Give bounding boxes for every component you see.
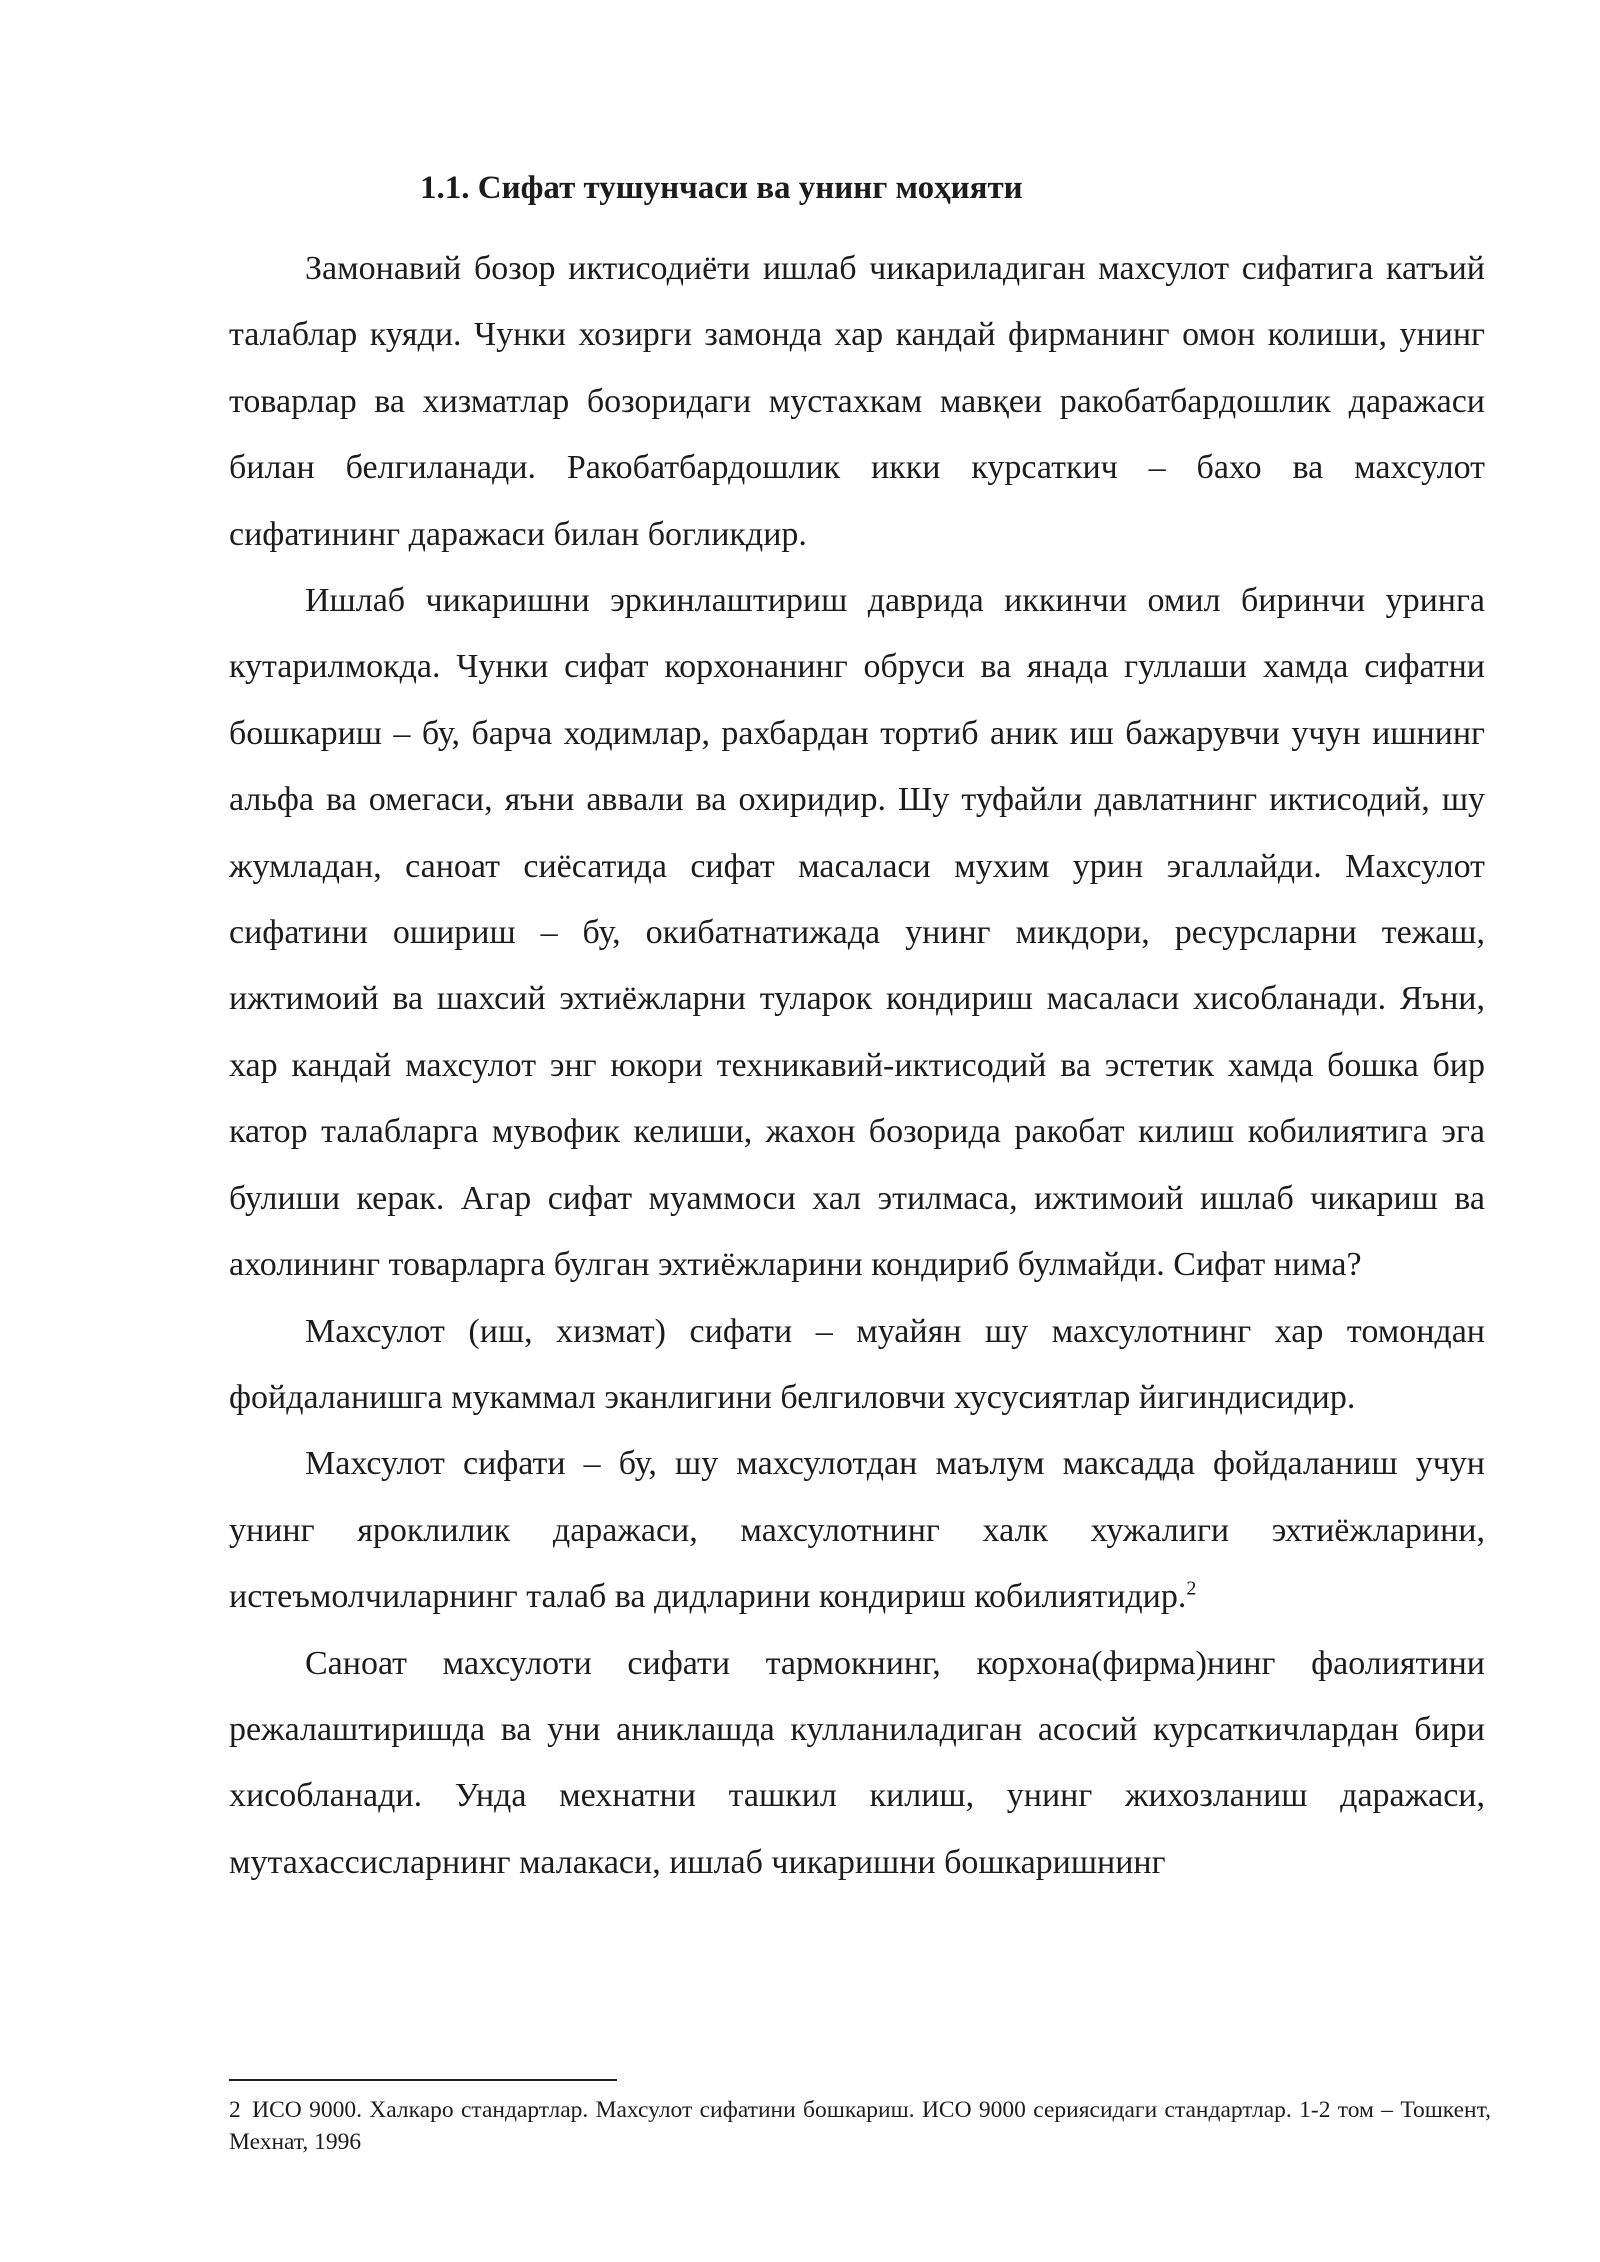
body-text (229, 236, 1485, 1896)
paragraph-4 (229, 1431, 1485, 1630)
section-heading: 1.1. Сифат тушунчаси ва унинг моҳияти (420, 170, 1023, 206)
footnote-reference: 2 (1186, 1577, 1197, 1600)
paragraph-2: Ишлаб чикаришни эркинлаштириш даврида иккинчи омил биринчи уринга кутарилмокда. Чунки сифат корхонанинг обруси ва янада гуллаши хамда сифатни бошкариш – бу, барча ходимлар, рахбардан тортиб аник иш бажарувчи учун ишнинг альфа ва омегаси, яъни аввали ва охиридир. Шу туфайли давлатнинг иктисодий, шу жумладан, саноат сиёсатида сифат масаласи мухим урин эгаллайди. Махсулот сифатини ошириш – бу, окибатнатижада унинг микдори, ресурсларни тежаш, ижтимоий ва шахсий эхтиёжларни туларок кондириш масаласи хисобланади. Яъни, хар кандай махсулот энг юкори техникавий-иктисодий ва эстетик хамда бошка бир катор талабларга мувофик келиши, жахон бозорида ракобат килиш кобилиятига эга булиши керак. Агар сифат муаммоси хал этилмаса, ижтимоий ишлаб чикариш ва ахолининг товарларга булган эхтиёжларини кондириб булмайди. Сифат нима? (229, 582, 1485, 1284)
footnote-number: 2 (229, 2097, 241, 2123)
footnote (229, 2094, 1491, 2158)
footnote-text: ИСО 9000. Халкаро стандартлар. Махсулот сифатини бошкариш. ИСО 9000 сериясидаги стандартлар. 1-2 том – Тошкент, Мехнат, 1996 (229, 2097, 1492, 2155)
paragraph-5: Саноат махсулоти сифати тармокнинг, корхона(фирма)нинг фаолиятини режалаштиришда ва уни аниклашда кулланиладиган асосий курсаткичлардан бири хисобланади. Унда мехнатни ташкил килиш, унинг жихозланиш даражаси, мутахассисларнинг малакаси, ишлаб чикаришни бошкаришнинг (229, 1644, 1485, 1881)
paragraph-3: Махсулот (иш, хизмат) сифати – муайян шу махсулотнинг хар томондан фойдаланишга мукаммал эканлигини белгиловчи хусусиятлар йигиндисидир. (229, 1312, 1485, 1416)
paragraph-1: Замонавий бозор иктисодиёти ишлаб чикариладиган махсулот сифатига катъий талаблар куяди. Чунки хозирги замонда хар кандай фирманинг омон колиши, унинг товарлар ва хизматлар бозоридаги мустахкам мавқеи ракобатбардошлик даражаси билан белгиланади. Ракобатбардошлик икки курсаткич – бахо ва махсулот сифатининг даражаси билан богликдир. (229, 250, 1485, 553)
paragraph-4-text: Махсулот сифати – бу, шу махсулотдан маълум максадда фойдаланиш учун унинг яроклилик даражаси, махсулотнинг халк хужалиги эхтиёжларини, истеъмолчиларнинг талаб ва дидларини кондириш кобилиятидир. (229, 1445, 1485, 1616)
footnote-separator (229, 2079, 617, 2081)
